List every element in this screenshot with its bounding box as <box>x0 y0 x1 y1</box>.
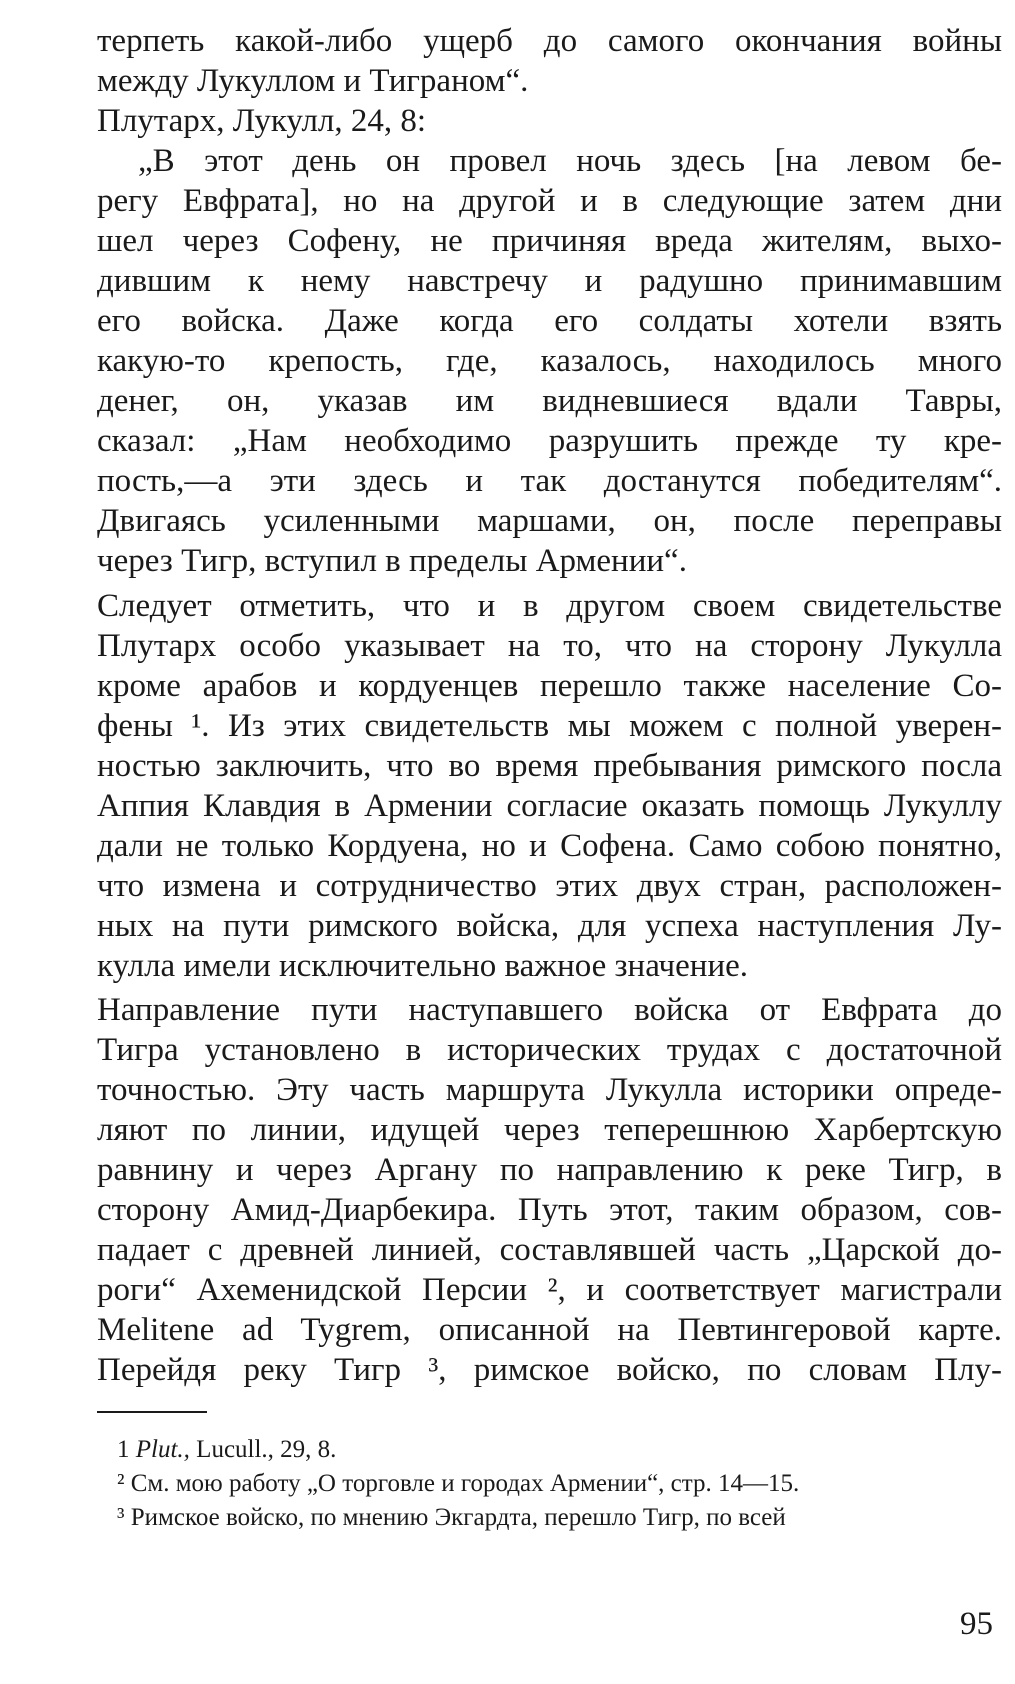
footnote-3: ³ Римское войско, по мнению Экгардта, перешло Тигр, по всей <box>117 1504 786 1531</box>
text-line: падает с древней линией, составлявшей часть „Царской до- <box>97 1232 1002 1268</box>
text-line: сказал: „Нам необходимо разрушить прежде ту кре- <box>97 423 1002 459</box>
text-line: ностью заключить, что во время пребывания римского посла <box>97 748 1002 784</box>
footnote-author: Plut., <box>135 1436 190 1463</box>
text-line: Двигаясь усиленными маршами, он, после переправы <box>97 503 1002 539</box>
text-line: через Тигр, вступил в пределы Армении“. <box>97 543 687 579</box>
footnote-ref: Lucull., 29, 8. <box>189 1436 337 1463</box>
text-line: Тигра установлено в исторических трудах с достаточной <box>97 1032 1002 1068</box>
footnote-marker: 1 <box>117 1436 130 1463</box>
text-line: Плутарх особо указывает на то, что на сторону Лукулла <box>97 628 1002 664</box>
text-line: роги“ Ахеменидской Персии ², и соответствует магистрали <box>97 1272 1002 1308</box>
page-number: 95 <box>960 1606 993 1642</box>
text-line: Направление пути наступавшего войска от Евфрата до <box>97 992 1002 1028</box>
text-line: дали не только Кордуена, но и Софена. Само собою понятно, <box>97 828 1002 864</box>
footnote-1 <box>117 1434 1002 1466</box>
text-line: регу Евфрата], но на другой и в следующие затем дни <box>97 183 1002 219</box>
text-line: шел через Софену, не причиняя вреда жителям, выхо- <box>97 223 1002 259</box>
text-line: сторону Амид-Диарбекира. Путь этот, таким образом, сов- <box>97 1192 1002 1228</box>
text-line: „В этот день он провел ночь здесь [на левом бе- <box>138 143 1002 179</box>
text-line: ных на пути римского войска, для успеха наступления Лу- <box>97 908 1002 944</box>
text-line: Перейдя реку Тигр ³, римское войско, по словам Плу- <box>97 1352 1002 1388</box>
text-line: его войска. Даже когда его солдаты хотели взять <box>97 303 1002 339</box>
text-line: Аппия Клавдия в Армении согласие оказать помощь Лукуллу <box>97 788 1002 824</box>
text-line: равнину и через Аргану по направлению к реке Тигр, в <box>97 1152 1002 1188</box>
text-line: кроме арабов и кордуенцев перешло также население Со- <box>97 668 1002 704</box>
text-line: точностью. Эту часть маршрута Лукулла историки опреде- <box>97 1072 1002 1108</box>
text-line: Следует отметить, что и в другом своем свидетельстве <box>97 588 1002 624</box>
text-line: кулла имели исключительно важное значение. <box>97 948 749 984</box>
text-line: денег, он, указав им видневшиеся вдали Тавры, <box>97 383 1002 419</box>
text-line: фены ¹. Из этих свидетельств мы можем с полной уверен- <box>97 708 1002 744</box>
text-line: Плутарх, Лукулл, 24, 8: <box>97 103 427 139</box>
text-line: что измена и сотрудничество этих двух стран, расположен- <box>97 868 1002 904</box>
text-line: терпеть какой-либо ущерб до самого окончания войны <box>97 23 1002 59</box>
text-line: дившим к нему навстречу и радушно принимавшим <box>97 263 1002 299</box>
text-line: между Лукуллом и Тиграном“. <box>97 63 529 99</box>
footnote-divider <box>97 1411 207 1413</box>
footnote-2: ² См. мою работу „О торговле и городах Армении“, стр. 14—15. <box>117 1470 800 1497</box>
text-line: пость,—а эти здесь и так достанутся победителям“. <box>97 463 1002 499</box>
text-line: какую-то крепость, где, казалось, находилось много <box>97 343 1002 379</box>
text-line: ляют по линии, идущей через теперешнюю Харбертскую <box>97 1112 1002 1148</box>
text-line: Melitene ad Tygrem, описанной на Певтингеровой карте. <box>97 1312 1002 1348</box>
